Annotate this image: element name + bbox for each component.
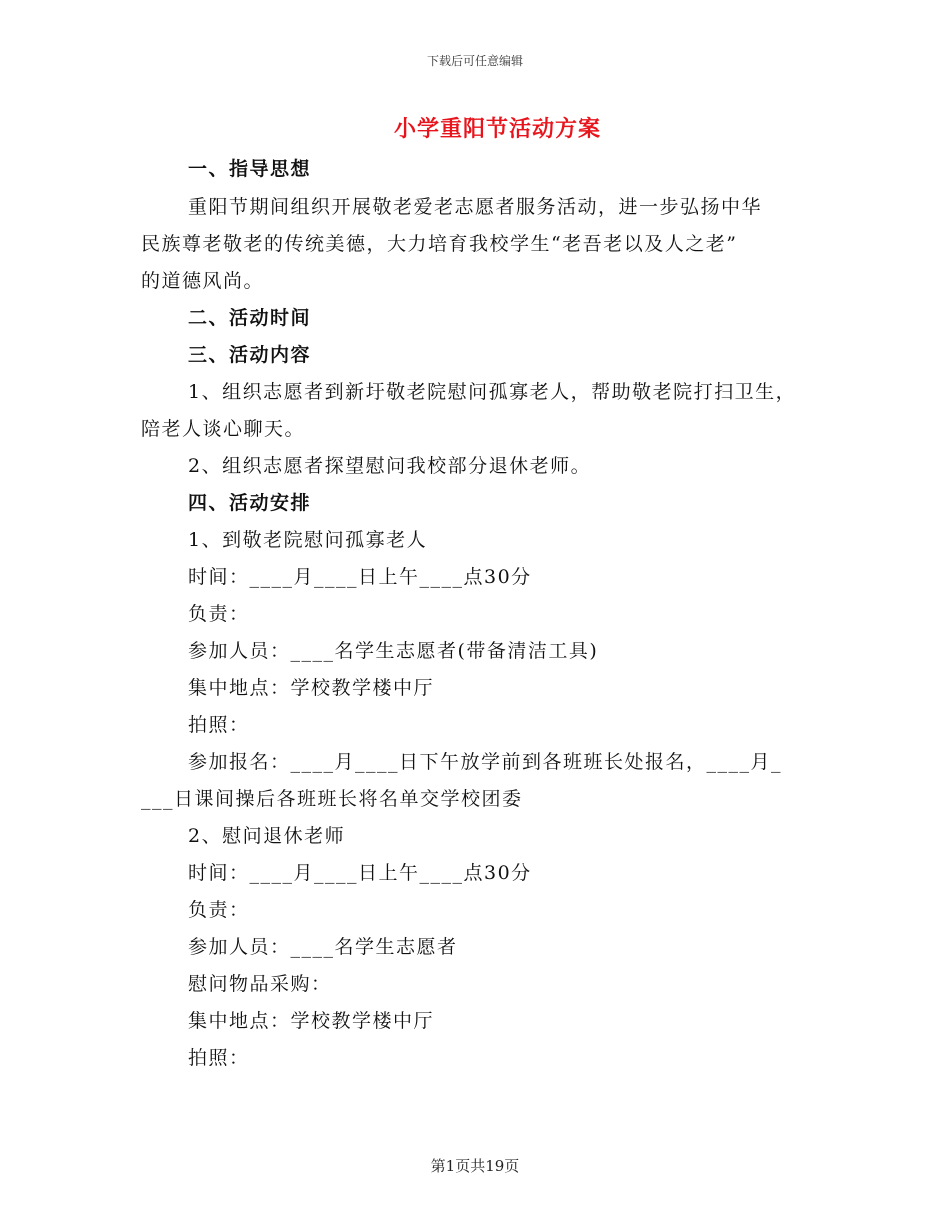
section-heading-activity-arrangement: 四、活动安排	[188, 492, 312, 514]
section-heading-guiding-thought: 一、指导思想	[188, 158, 312, 180]
form-line-participants: 参加人员：____名学生志愿者	[188, 936, 458, 958]
form-line-registration: 参加报名：____月____日下午放学前到各班班长处报名，____月_	[188, 751, 783, 773]
paragraph-line: 民族尊老敬老的传统美德，大力培育我校学生“老吾老以及人之老”	[141, 233, 738, 255]
form-line-location: 集中地点：学校教学楼中厅	[188, 1010, 435, 1032]
paragraph-line: 的道德风尚。	[141, 270, 265, 292]
form-line-location: 集中地点：学校教学楼中厅	[188, 677, 435, 699]
section-heading-activity-content: 三、活动内容	[188, 344, 312, 366]
paragraph-line: 1、组织志愿者到新圩敬老院慰问孤寡老人，帮助敬老院打扫卫生，	[188, 381, 797, 403]
form-line-time: 时间：____月____日上午____点30分	[188, 862, 532, 884]
document-title: 小学重阳节活动方案	[393, 116, 601, 142]
page-footer-page-number: 第1页共19页	[430, 1157, 520, 1175]
paragraph-line: 2、组织志愿者探望慰问我校部分退休老师。	[188, 455, 592, 477]
form-line-purchase: 慰问物品采购：	[188, 973, 332, 995]
subsection-heading: 2、慰问退休老师	[188, 825, 346, 847]
subsection-heading: 1、到敬老院慰问孤寡老人	[188, 529, 428, 551]
form-line-registration-cont: ___日课间操后各班班长将名单交学校团委	[141, 788, 523, 810]
form-line-photo: 拍照：	[188, 1047, 250, 1069]
section-heading-activity-time: 二、活动时间	[188, 307, 312, 329]
paragraph-line: 陪老人谈心聊天。	[141, 418, 306, 440]
page-header-note: 下载后可任意编辑	[426, 54, 523, 68]
form-line-responsible: 负责：	[188, 899, 250, 921]
form-line-photo: 拍照：	[188, 714, 250, 736]
form-line-time: 时间：____月____日上午____点30分	[188, 566, 532, 588]
form-line-participants: 参加人员：____名学生志愿者(带备清洁工具)	[188, 640, 599, 662]
form-line-responsible: 负责：	[188, 603, 250, 625]
paragraph-line: 重阳节期间组织开展敬老爱老志愿者服务活动，进一步弘扬中华	[188, 196, 763, 218]
